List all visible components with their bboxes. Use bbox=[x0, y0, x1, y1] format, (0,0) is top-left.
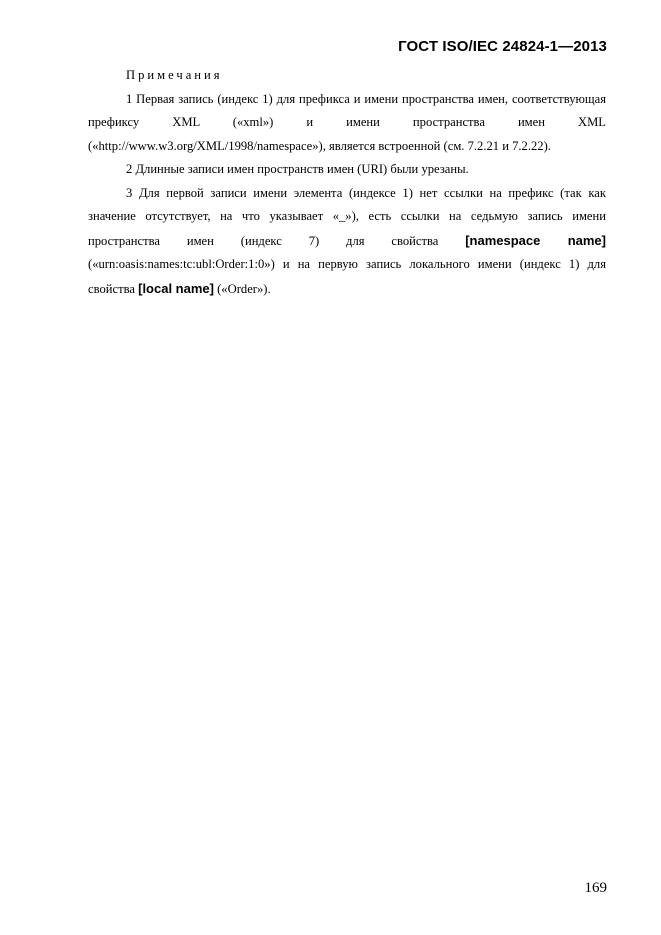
document-header: ГОСТ ISO/IEC 24824-1—2013 bbox=[398, 38, 607, 55]
note-3-text-part2: («urn:oasis:names:tc:ubl:Order:1:0») и на первую запись локального имени (индекс 1) для свойства bbox=[88, 257, 606, 296]
notes-section bbox=[88, 64, 606, 301]
page-number: 169 bbox=[584, 880, 607, 896]
property-namespace-name: [namespace name] bbox=[465, 232, 606, 248]
note-3-text-part1: 3 Для первой записи имени элемента (индексе 1) нет ссылки на префикс (так как значение отсутствует, на что указывает «_»), есть ссылки на седьмую запись имени пространства имен (индекс 7) для свойства bbox=[88, 185, 606, 248]
property-local-name: [local name] bbox=[138, 280, 214, 296]
notes-title: Примечания bbox=[126, 68, 223, 82]
note-1: 1 Первая запись (индекс 1) для префикса и имени пространства имен, соответствующая префиксу XML («xml») и имени пространства имен XML («http://www.w3.org/XML/1998/namespace»), является встроенной (см. 7.2.21 и 7.2.22). bbox=[88, 91, 606, 153]
note-3 bbox=[88, 182, 606, 302]
note-2: 2 Длинные записи имен пространств имен (URI) были урезаны. bbox=[126, 162, 469, 176]
note-3-text-part3: («Order»). bbox=[213, 281, 271, 296]
